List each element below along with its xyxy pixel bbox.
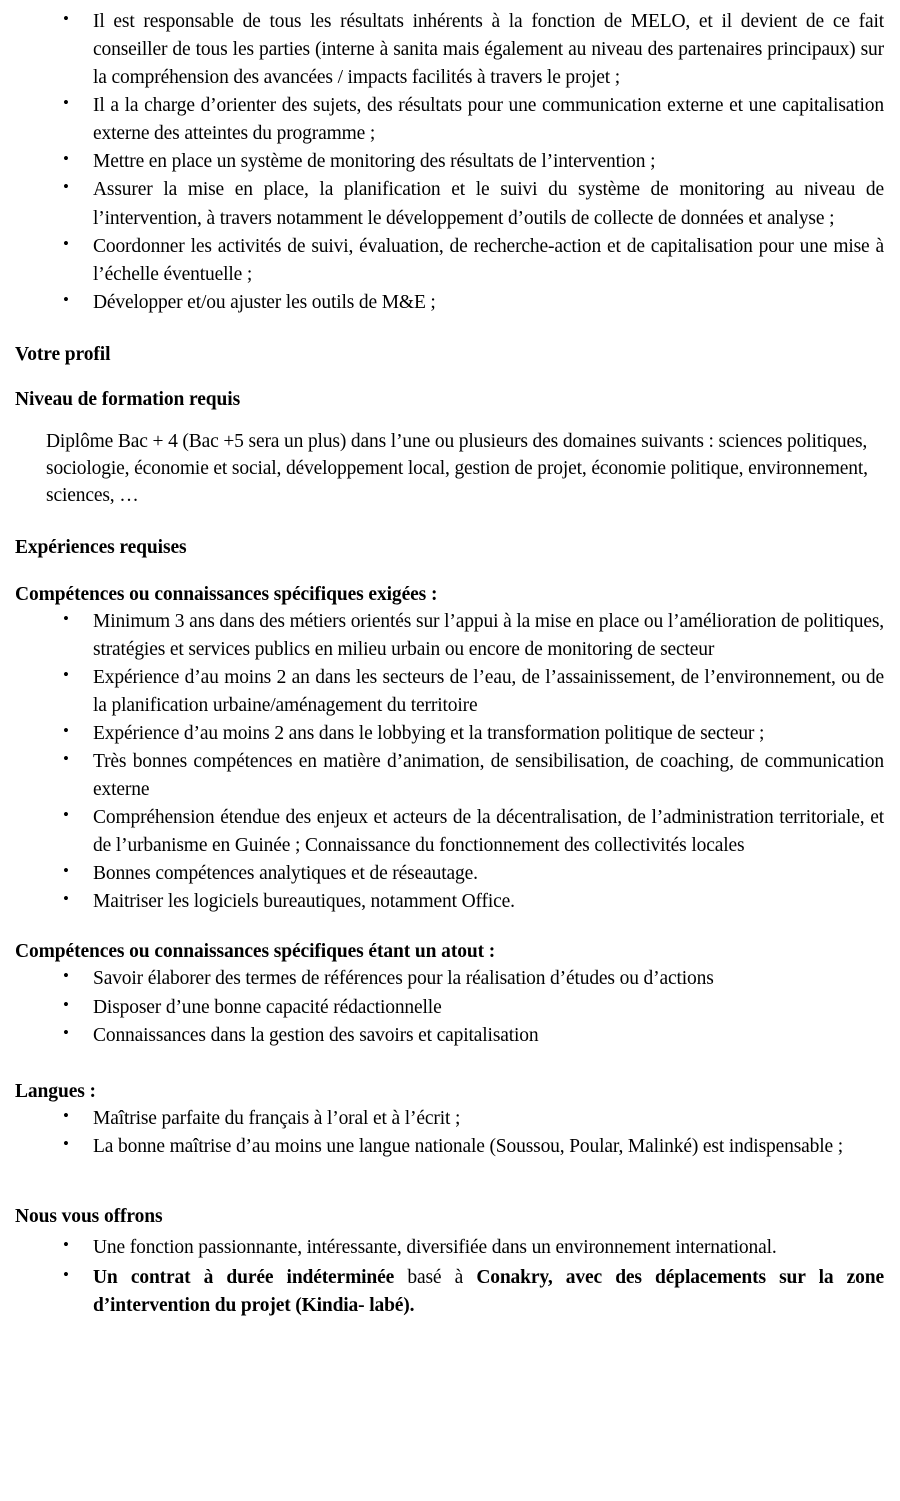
list-item: • Assurer la mise en place, la planification et le suivi du système de monitoring au niveau de l’intervention, à travers notamment le développement d’outils de collecte de données et analyse ;	[15, 176, 884, 232]
heading-experiences-requises: Expériences requises	[15, 536, 187, 558]
list-item: • Savoir élaborer des termes de références pour la réalisation d’études ou d’actions	[15, 965, 884, 993]
list-item: • Minimum 3 ans dans des métiers orientés sur l’appui à la mise en place ou l’amélioration de politiques, stratégies et services publics en milieu urbain ou encore de monitoring de secteur	[15, 608, 884, 664]
list-item: • Développer et/ou ajuster les outils de M&E ;	[15, 289, 884, 317]
list-item: • Bonnes compétences analytiques et de réseautage.	[15, 860, 884, 888]
list-item: • Coordonner les activités de suivi, évaluation, de recherche-action et de capitalisation pour une mise à l’échelle éventuelle ;	[15, 233, 884, 289]
list-item: • Connaissances dans la gestion des savoirs et capitalisation	[15, 1022, 884, 1050]
heading-nous-vous-offrons: Nous vous offrons	[15, 1205, 163, 1227]
list-item: • Compréhension étendue des enjeux et acteurs de la décentralisation, de l’administration territoriale, et de l’urbanisme en Guinée ; Connaissance du fonctionnement des collectivités locales	[15, 804, 884, 860]
langues-list	[15, 1105, 884, 1161]
competences-exigees-list	[15, 608, 884, 917]
list-item: • Très bonnes compétences en matière d’animation, de sensibilisation, de coaching, de communication externe	[15, 748, 884, 804]
list-item: • Expérience d’au moins 2 ans dans le lobbying et la transformation politique de secteur ;	[15, 720, 884, 748]
list-item: • Mettre en place un système de monitoring des résultats de l’intervention ;	[15, 148, 884, 176]
list-item: • Disposer d’une bonne capacité rédactionnelle	[15, 994, 884, 1022]
list-item: • Il est responsable de tous les résultats inhérents à la fonction de MELO, et il devient de ce fait conseiller de tous les parties (interne à sanita mais également au niveau des partenaires principaux) sur la compréhension des avancées / impacts facilités à travers le projet ;	[15, 8, 884, 92]
responsibilities-list	[15, 8, 884, 317]
list-item: • Expérience d’au moins 2 an dans les secteurs de l’eau, de l’assainissement, de l’environnement, ou de la planification urbaine/aménagement du territoire	[15, 664, 884, 720]
heading-competences-atout: Compétences ou connaissances spécifiques étant un atout :	[15, 941, 496, 963]
list-item: • Une fonction passionnante, intéressante, diversifiée dans un environnement international.	[15, 1234, 884, 1262]
list-item: • Maitriser les logiciels bureautiques, notamment Office.	[15, 888, 884, 916]
competences-atout-list	[15, 965, 884, 1049]
list-item: • Un contrat à durée indéterminée basé à Conakry, avec des déplacements sur la zone d’intervention du projet (Kindia- labé).	[15, 1264, 884, 1320]
heading-langues: Langues :	[15, 1080, 96, 1102]
list-item: • La bonne maîtrise d’au moins une langue nationale (Soussou, Poular, Malinké) est indispensable ;	[15, 1133, 884, 1161]
list-item: • Il a la charge d’orienter des sujets, des résultats pour une communication externe et une capitalisation externe des atteintes du programme ;	[15, 92, 884, 148]
list-item: • Maîtrise parfaite du français à l’oral et à l’écrit ;	[15, 1105, 884, 1133]
heading-competences-exigees: Compétences ou connaissances spécifiques exigées :	[15, 583, 438, 605]
offers-list	[15, 1234, 884, 1320]
heading-niveau-formation: Niveau de formation requis	[15, 388, 241, 410]
heading-votre-profil: Votre profil	[15, 343, 111, 365]
education-paragraph: Diplôme Bac + 4 (Bac +5 sera un plus) dans l’une ou plusieurs des domaines suivants : sciences politiques, sociologie, économie et social, développement local, gestion de projet, économie politique, environnement, sciences, …	[46, 430, 868, 506]
